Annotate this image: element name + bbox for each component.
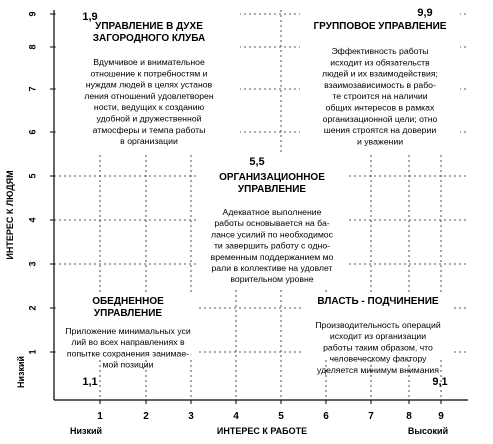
zone-title: ГРУППОВОЕ УПРАВЛЕНИЕ — [313, 21, 447, 32]
zone-description: исходит из организации — [329, 331, 427, 342]
y-axis-label: ИНТЕРЕС К ЛЮДЯМ — [5, 170, 15, 260]
zone-description: Производительность операций — [315, 320, 441, 330]
zone-description: в организации — [120, 136, 178, 147]
zone-country-club — [58, 6, 240, 152]
zone-description: взаимозависимость в рабо- — [324, 79, 436, 90]
zone-coordinate: 1,1 — [82, 376, 98, 388]
zone-description: атмосферы и темпа работы — [92, 124, 206, 135]
zone-description: ти завершить работу с одно- — [213, 240, 331, 251]
zone-title: ОБЕДНЕННОЕ — [92, 296, 164, 307]
x-tick-label: 6 — [323, 411, 329, 422]
zone-description: Адекватное выполнение — [222, 207, 322, 217]
zone-description: рали в коллективе на удовлет — [211, 263, 333, 273]
zone-authority-compliance — [303, 294, 453, 388]
zone-description: работы таким образом, что — [323, 342, 433, 353]
zone-coordinate: 5,5 — [249, 156, 265, 168]
zone-description: ления отношений удовлетворен — [84, 90, 214, 101]
zone-description: Вдумчивое и внимательное — [93, 57, 205, 67]
zone-description: лансе усилий по необходимос — [211, 229, 333, 240]
x-axis-label: ИНТЕРЕС К РАБОТЕ — [216, 426, 308, 436]
zone-title: ВЛАСТЬ - ПОДЧИНЕНИЕ — [317, 296, 439, 307]
y-tick-label: 9 — [27, 11, 38, 17]
zone-description: ности, ведущих к созданию — [93, 102, 205, 113]
zone-description: удобной и дружественной — [96, 113, 202, 124]
zone-title: ОРГАНИЗАЦИОННОЕ — [219, 172, 325, 183]
zone-description: работы основывается на ба- — [214, 218, 330, 229]
y-tick-label: 4 — [27, 217, 38, 223]
zone-impoverished — [58, 294, 198, 388]
zone-description: исходит из обязательств — [330, 57, 430, 68]
zone-description: и уважении — [356, 136, 404, 147]
y-ticks — [27, 11, 54, 354]
x-axis-low-label: Низкий — [69, 426, 103, 436]
y-tick-label: 3 — [27, 261, 38, 267]
zone-description: Приложение минимальных уси — [65, 326, 191, 336]
zone-team-management — [300, 6, 460, 152]
y-tick-label: 7 — [27, 86, 38, 92]
x-ticks — [97, 400, 444, 422]
zone-title: УПРАВЛЕНИЕ — [93, 308, 163, 319]
zone-description: организационной цели; отно — [322, 113, 438, 124]
x-tick-label: 2 — [143, 411, 149, 422]
zone-middle-of-road — [196, 154, 348, 290]
zone-title: УПРАВЛЕНИЕ В ДУХЕ — [95, 21, 203, 32]
x-tick-label: 5 — [278, 411, 284, 422]
zone-description: ворительном уровне — [230, 274, 314, 285]
zone-title: УПРАВЛЕНИЕ — [237, 184, 307, 195]
zone-description: шения строятся на доверии — [323, 125, 437, 136]
y-tick-label: 1 — [27, 349, 38, 355]
x-axis-high-label: Высокий — [407, 426, 449, 436]
x-tick-label: 7 — [368, 411, 374, 422]
y-axis-low-label: Низкий — [16, 355, 26, 389]
y-tick-label: 6 — [27, 129, 38, 135]
x-tick-label: 4 — [233, 411, 239, 422]
x-tick-label: 8 — [406, 411, 412, 422]
zone-description: нуждам людей в целях установ — [85, 79, 213, 90]
zone-description: попытке сохранения занимае- — [66, 348, 190, 359]
zone-coordinate: 9,9 — [417, 7, 433, 19]
x-tick-label: 3 — [188, 411, 194, 422]
zone-description: уделяется минимум внимания — [317, 364, 439, 375]
zone-description: те строится на наличии — [332, 91, 428, 102]
x-tick-label: 9 — [438, 411, 444, 422]
x-tick-label: 1 — [97, 411, 103, 422]
y-tick-label: 8 — [27, 44, 38, 50]
zone-description: человеческому фактору — [329, 353, 427, 364]
zone-description: временным поддержанием мо — [210, 251, 334, 262]
zone-description: лий во всех направлениях в — [71, 337, 185, 348]
zone-coordinate: 1,9 — [82, 11, 98, 23]
zone-description: отношение к потребностям и — [90, 68, 208, 79]
zone-description: Эффективность работы — [331, 46, 429, 56]
zone-description: общих интересов в рамках — [325, 102, 435, 113]
zone-description: мой позиции — [102, 359, 154, 370]
zone-title: ЗАГОРОДНОГО КЛУБА — [92, 33, 206, 44]
zone-description: людей и их взаимодействия; — [322, 68, 438, 79]
y-tick-label: 2 — [27, 305, 38, 311]
zone-coordinate: 9,1 — [432, 376, 448, 388]
y-tick-label: 5 — [27, 173, 38, 179]
